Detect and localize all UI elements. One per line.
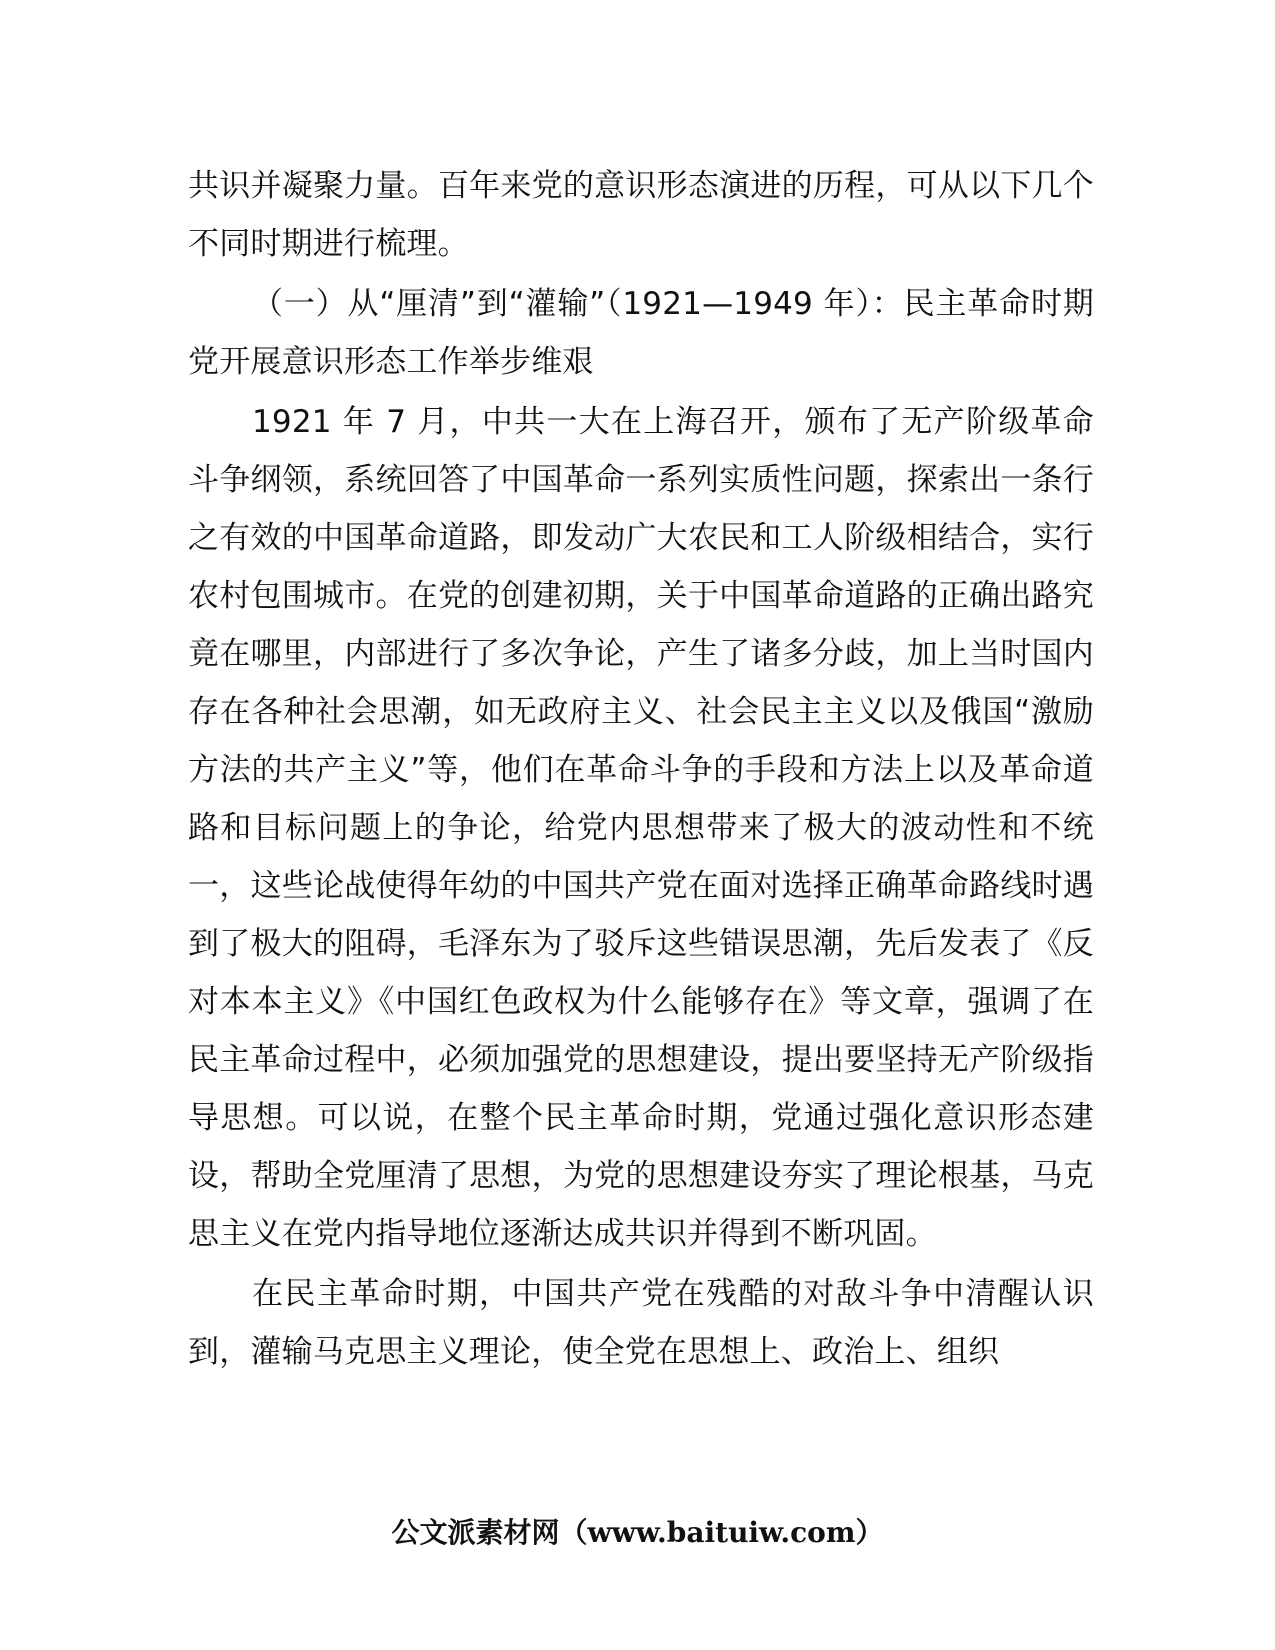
paragraph-continuation: 共识并凝聚力量。百年来党的意识形态演进的历程，可从以下几个不同时期进行梳理。	[188, 168, 1094, 262]
footer-watermark: 公文派素材网（www.baituiw.com）	[391, 1516, 884, 1549]
paragraph-body: 1921 年 7 月，中共一大在上海召开，颁布了无产阶级革命斗争纲领，系统回答了中国革命一系列实质性问题，探索出一条行之有效的中国革命道路，即发动广大农民和工人阶级相结合，实行农村包围城市。在党的创建初期，关于中国革命道路的正确出路究竟在哪里，内部进行了多次争论，产生了诸多分歧，加上当时国内存在各种社会思潮，如无政府主义、社会民主主义以及俄国“激励方法的共产主义”等，他们在革命斗争的手段和方法上以及革命道路和目标问题上的争论，给党内思想带来了极大的波动性和不统一，这些论战使得年幼的中国共产党在面对选择正确革命路线时遇到了极大的阻碍，毛泽东为了驳斥这些错误思潮，先后发表了《反对本本主义》《中国红色政权为什么能够存在》等文章，强调了在民主革命过程中，必须加强党的思想建设，提出要坚持无产阶级指导思想。可以说，在整个民主革命时期，党通过强化意识形态建设，帮助全党厘清了思想，为党的思想建设夯实了理论根基，马克思主义在党内指导地位逐渐达成共识并得到不断巩固。	[188, 404, 1094, 1252]
paragraph-body: 在民主革命时期，中国共产党在残酷的对敌斗争中清醒认识到，灌输马克思主义理论，使全党在思想上、政治上、组织	[188, 1276, 1094, 1370]
document-body	[188, 157, 1094, 1383]
section-heading: （一）从“厘清”到“灌输”（1921—1949 年）：民主革命时期党开展意识形态工作举步维艰	[188, 286, 1094, 380]
